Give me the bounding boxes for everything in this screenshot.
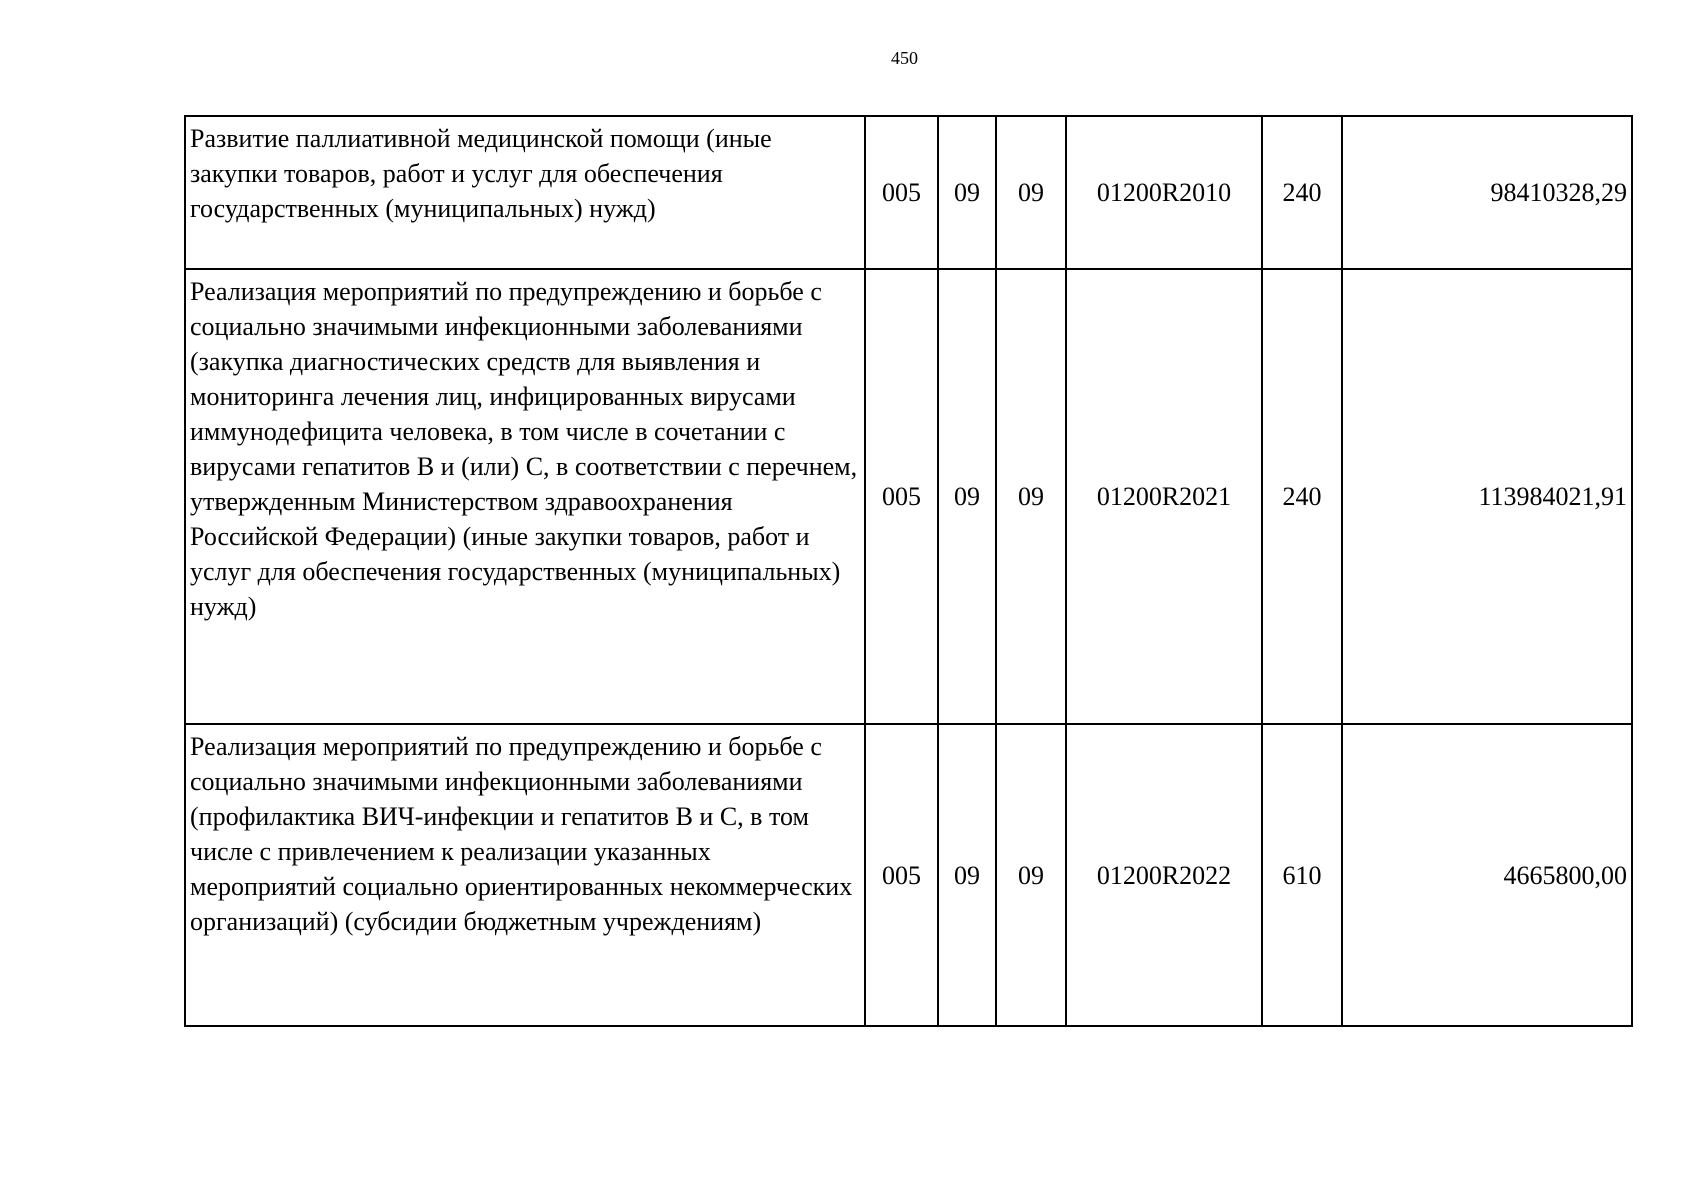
table-row bbox=[185, 269, 1632, 724]
row-description: Реализация мероприятий по предупреждению и борьбе с социально значимыми инфекционными заболеваниями (закупка диагностических средств для выявления и мониторинга лечения лиц, инфицированных вирусами иммунодефицита человека, в том числе в сочетании с вирусами гепатитов B и (или) C, в соответствии с перечнем, утвержденным Министерством здравоохранения Российской Федерации) (иные закупки товаров, работ и услуг для обеспечения государственных (муниципальных) нужд) bbox=[185, 269, 865, 724]
expense-type-code: 240 bbox=[1262, 269, 1342, 724]
table-row bbox=[185, 116, 1632, 269]
ministry-code: 005 bbox=[865, 269, 938, 724]
row-amount: 4665800,00 bbox=[1342, 724, 1632, 1026]
budget-table bbox=[184, 115, 1633, 1027]
table-row bbox=[185, 724, 1632, 1026]
ministry-code: 005 bbox=[865, 116, 938, 269]
target-article-code: 01200R2022 bbox=[1066, 724, 1262, 1026]
row-amount: 98410328,29 bbox=[1342, 116, 1632, 269]
subsection-code: 09 bbox=[996, 116, 1066, 269]
expense-type-code: 240 bbox=[1262, 116, 1342, 269]
section-code: 09 bbox=[938, 724, 996, 1026]
page-number: 450 bbox=[891, 48, 918, 68]
section-code: 09 bbox=[938, 269, 996, 724]
row-description: Развитие паллиативной медицинской помощи (иные закупки товаров, работ и услуг для обеспечения государственных (муниципальных) нужд) bbox=[185, 116, 865, 269]
target-article-code: 01200R2010 bbox=[1066, 116, 1262, 269]
subsection-code: 09 bbox=[996, 724, 1066, 1026]
expense-type-code: 610 bbox=[1262, 724, 1342, 1026]
subsection-code: 09 bbox=[996, 269, 1066, 724]
target-article-code: 01200R2021 bbox=[1066, 269, 1262, 724]
section-code: 09 bbox=[938, 116, 996, 269]
row-description: Реализация мероприятий по предупреждению и борьбе с социально значимыми инфекционными заболеваниями (профилактика ВИЧ-инфекции и гепатитов B и C, в том числе с привлечением к реализации указанных мероприятий социально ориентированных некоммерческих организаций) (субсидии бюджетным учреждениям) bbox=[185, 724, 865, 1026]
row-amount: 113984021,91 bbox=[1342, 269, 1632, 724]
ministry-code: 005 bbox=[865, 724, 938, 1026]
